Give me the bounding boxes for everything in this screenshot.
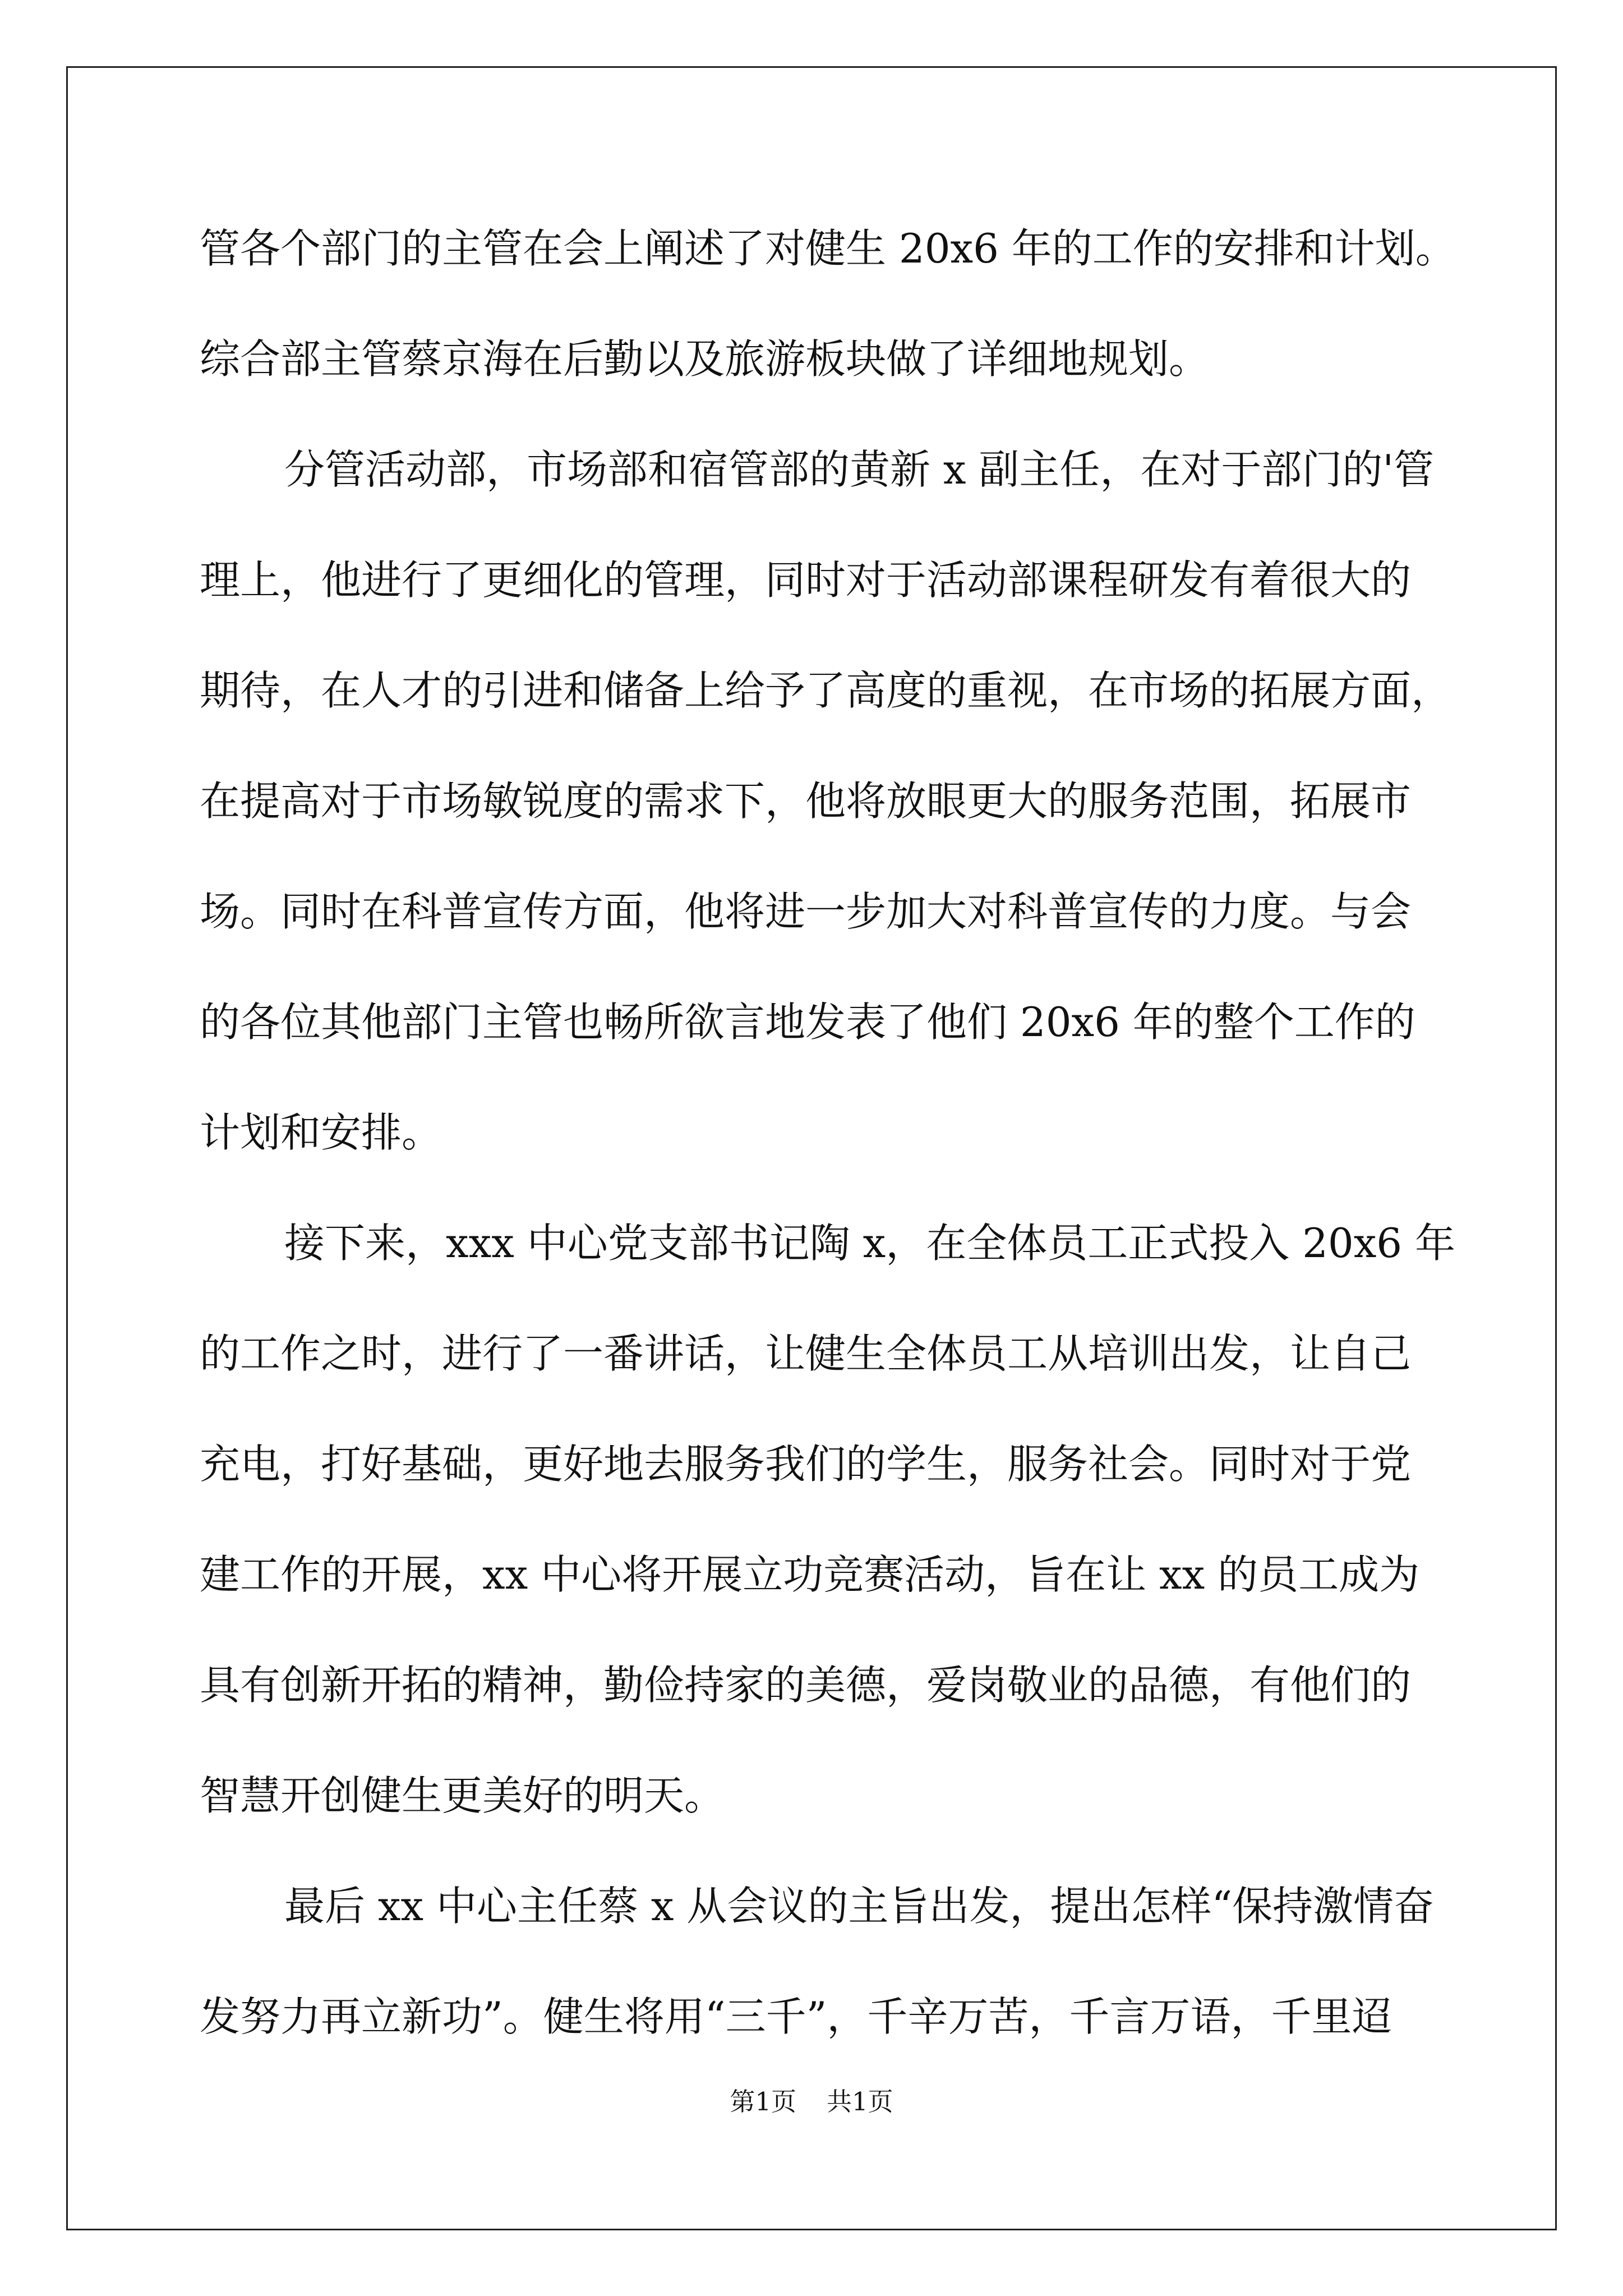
text-line: 综合部主管蔡京海在后勤以及旅游板块做了详细地规划。 [200,335,1210,383]
page-footer [0,2085,1623,2119]
text-line: 在提高对于市场敏锐度的需求下，他将放眼更大的服务范围，拓展市 [200,777,1412,825]
document-body [200,194,1490,2072]
text-line: 充电，打好基础，更好地去服务我们的学生，服务社会。同时对于党 [200,1441,1412,1488]
text-line: 理上，他进行了更细化的管理，同时对于活动部课程研发有着很大的 [200,556,1412,604]
text-line: 的工作之时，进行了一番讲话，让健生全体员工从培训出发，让自己 [200,1330,1412,1377]
text-line: 分管活动部，市场部和宿管部的黄新 x 副主任，在对于部门的'管 [284,446,1435,493]
text-line: 计划和安排。 [200,1109,442,1156]
text-line: 最后 xx 中心主任蔡 x 从会议的主旨出发，提出怎样“保持激情奋 [284,1883,1435,1930]
text-line: 发努力再立新功”。健生将用“三千”，千辛万苦，千言万语，千里迢 [200,1993,1393,2040]
text-line: 的各位其他部门主管也畅所欲言地发表了他们 20x6 年的整个工作的 [200,999,1415,1046]
text-line: 场。同时在科普宣传方面，他将进一步加大对科普宣传的力度。与会 [200,888,1412,935]
text-line: 期待，在人才的引进和储备上给予了高度的重视，在市场的拓展方面， [200,667,1452,714]
text-line: 管各个部门的主管在会上阐述了对健生 20x6 年的工作的安排和计划。 [200,225,1456,272]
text-line: 接下来，xxx 中心党支部书记陶 x，在全体员工正式投入 20x6 年 [284,1220,1456,1267]
text-line: 建工作的开展，xx 中心将开展立功竞赛活动，旨在让 xx 的员工成为 [200,1551,1420,1598]
text-line: 智慧开创健生更美好的明天。 [200,1772,725,1819]
text-line: 具有创新开拓的精神，勤俭持家的美德，爱岗敬业的品德，有他们的 [200,1662,1412,1709]
page-total: 共1页 [827,2087,893,2116]
page-number: 第1页 [730,2087,796,2116]
